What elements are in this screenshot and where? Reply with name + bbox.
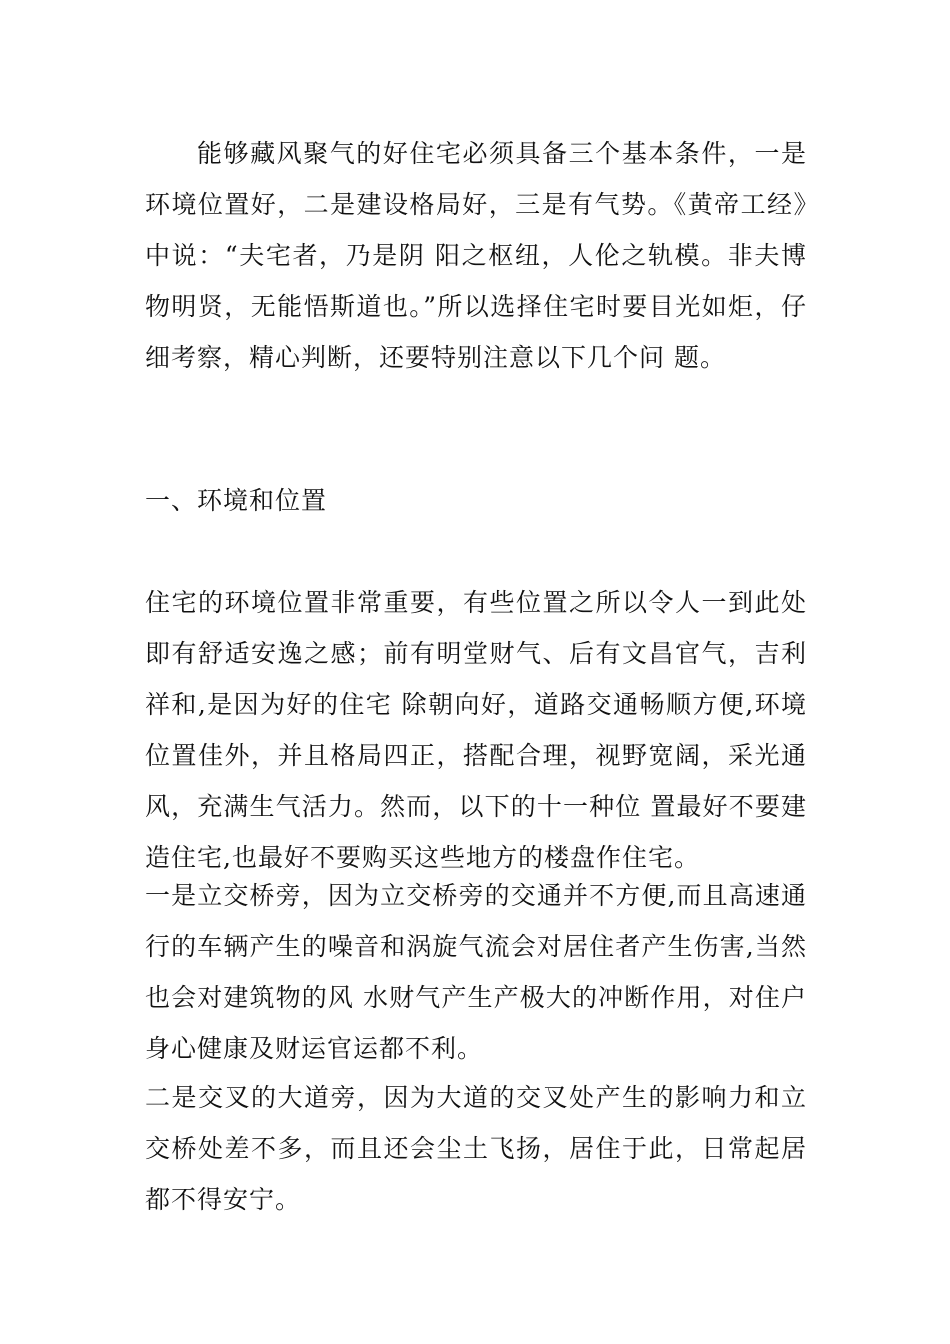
body-paragraph: 一是立交桥旁，因为立交桥旁的交通并不方便,而且高速通行的车辆产生的噪音和涡旋气流会对居住者产生伤害,当然也会对建筑物的风 水财气产生产极大的冲断作用，对住户身心健康及财运官运都不利。 bbox=[145, 881, 807, 1063]
body-paragraph: 二是交叉的大道旁，因为大道的交叉处产生的影响力和立交桥处差不多，而且还会尘土飞扬，居住于此，日常起居都不得安宁。 bbox=[145, 1083, 807, 1214]
body-paragraph: 住宅的环境位置非常重要，有些位置之所以令人一到此处即有舒适安逸之感；前有明堂财气、后有文昌官气，吉利祥和,是因为好的住宅 除朝向好，道路交通畅顺方便,环境位置佳外，并且格局四正，搭配合理，视野宽阔，采光通风，充满生气活力。然而，以下的十一种位 置最好不要建造住宅,也最好不要购买这些地方的楼盘作住宅。 bbox=[145, 588, 807, 872]
intro-paragraph: 能够藏风聚气的好住宅必须具备三个基本条件，一是环境位置好，二是建设格局好，三是有气势。《黄帝工经》中说：“夫宅者，乃是阴 阳之枢纽，人伦之轨模。非夫博物明贤，无能悟斯道也。”所以选择住宅时要目光如炬，仔细考察，精心判断，还要特别注意以下几个问 题。 bbox=[145, 139, 807, 372]
section-heading: 一、环境和位置 bbox=[145, 486, 328, 515]
